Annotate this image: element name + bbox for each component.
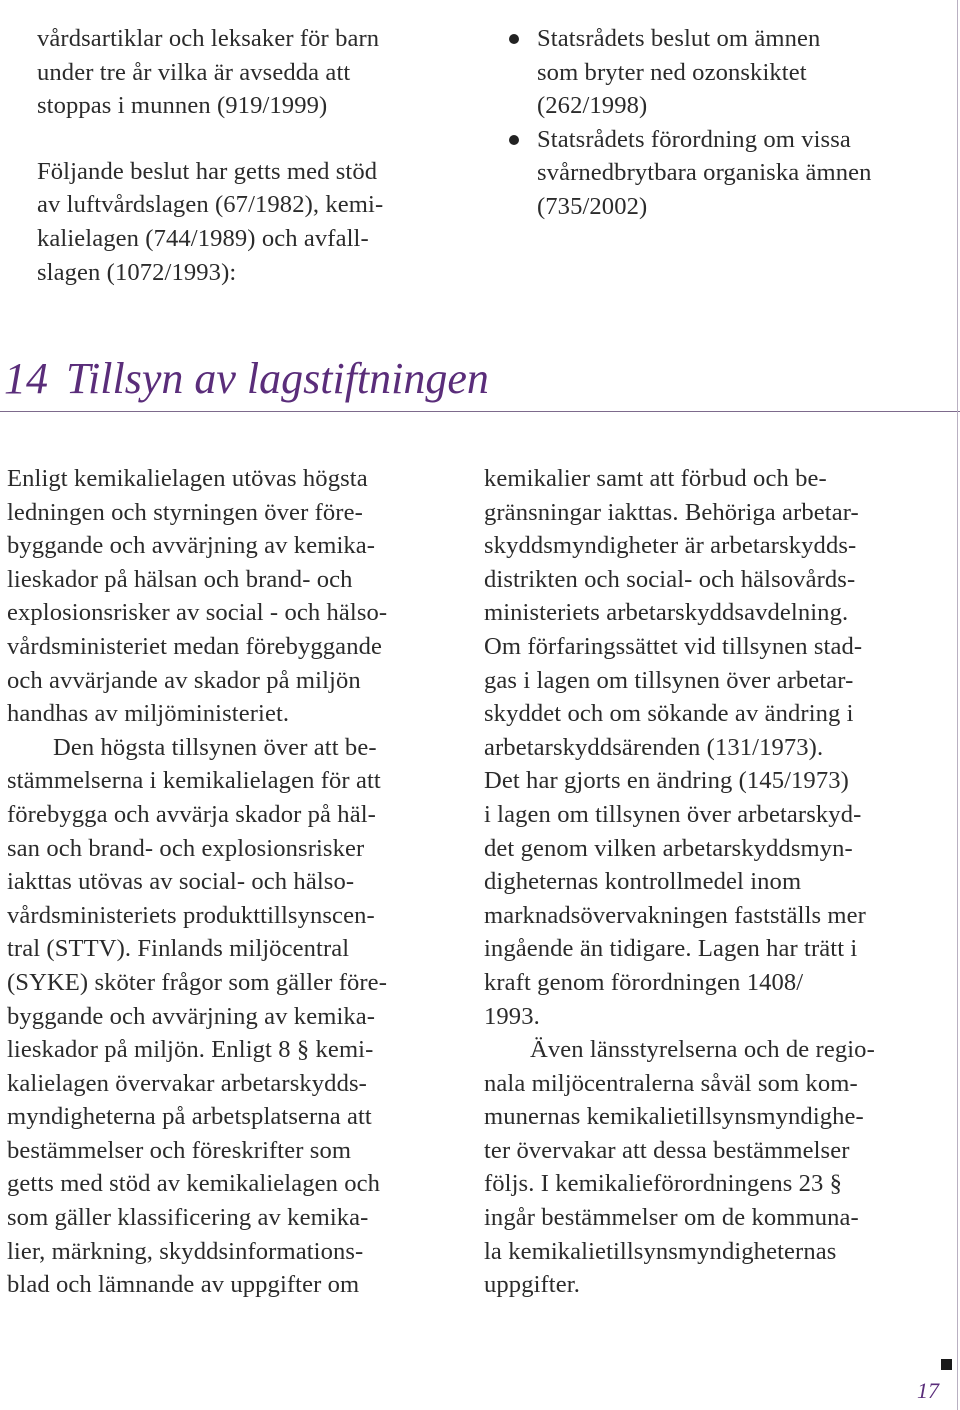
text-line: kalielagen övervakar arbetarskydds- [7, 1069, 367, 1097]
text-line: följs. I kemikalieförordningens 23 § [484, 1170, 843, 1198]
text-line: (SYKE) sköter frågor som gäller före- [7, 968, 387, 996]
text-line: Statsrådets förordning om vissa [537, 125, 851, 153]
text-line: uppgifter. [484, 1271, 580, 1299]
text-line: (735/2002) [537, 192, 648, 220]
text-line: Det har gjorts en ändring (145/1973) [484, 767, 849, 795]
text-line: tral (STTV). Finlands miljöcentral [7, 935, 350, 963]
text-line: 1993. [484, 1002, 540, 1030]
text-line: ingående än tidigare. Lagen har trätt i [484, 935, 858, 963]
text-line: det genom vilken arbetarskyddsmyn- [484, 834, 853, 862]
text-line: Enligt kemikalielagen utövas högsta [7, 465, 368, 492]
text-line: gränsningar iakttas. Behöriga arbetar- [484, 498, 859, 526]
intro-left-column [37, 22, 467, 289]
text-line: lier, märkning, skyddsinformations- [7, 1237, 364, 1265]
body-paragraph-3 [484, 462, 944, 1033]
text-line: som gäller klassificering av kemika- [7, 1204, 369, 1232]
text-line: och avvärjande av skador på miljön [7, 666, 361, 694]
intro-paragraph-2 [37, 155, 467, 289]
text-line: i lagen om tillsynen över arbetarskyd- [484, 800, 862, 828]
text-line: lieskador på hälsan och brand- och [7, 565, 353, 593]
text-line: kraft genom förordningen 1408/ [484, 968, 804, 996]
section-heading [4, 352, 489, 406]
body-paragraph-1 [7, 462, 457, 731]
text-line: blad och lämnande av uppgifter om [7, 1271, 360, 1299]
text-line: byggande och avvärjning av kemika- [7, 532, 376, 560]
text-line: stoppas i munnen (919/1999) [37, 92, 328, 120]
text-line: Följande beslut har getts med stöd [37, 157, 378, 185]
text-line: stämmelserna i kemikalielagen för att [7, 767, 381, 795]
heading-divider [0, 411, 960, 412]
bullet-icon [509, 135, 519, 145]
text-line: svårnedbrytbara organiska ämnen [537, 159, 872, 187]
text-line: distrikten och social- och hälsovårds- [484, 565, 856, 593]
page-edge-divider [957, 0, 958, 1410]
body-left-column [7, 462, 457, 1302]
body-right-column [484, 462, 944, 1302]
text-line: kemikalier samt att förbud och be- [484, 465, 827, 492]
text-line: ledningen och styrningen över före- [7, 498, 363, 526]
section-number: 14 [4, 354, 48, 403]
text-line: bestämmelser och föreskrifter som [7, 1136, 352, 1164]
text-line: Även länsstyrelserna och de regio- [530, 1036, 875, 1064]
text-line: förebygga och avvärja skador på häl- [7, 800, 376, 828]
text-line: som bryter ned ozonskiktet [537, 58, 807, 86]
text-line: iakttas utövas av social- och hälso- [7, 868, 355, 896]
text-line: skyddet och om sökande av ändring i [484, 700, 854, 728]
text-line: marknadsövervakningen fastställs mer [484, 901, 866, 929]
bullet-item [505, 123, 945, 224]
text-line: ingår bestämmelser om de kommuna- [484, 1204, 859, 1232]
text-line: munernas kemikalietillsynsmyndighe- [484, 1103, 864, 1131]
text-line: san och brand- och explosionsrisker [7, 834, 365, 862]
text-line: Om förfaringssättet vid tillsynen stad- [484, 632, 863, 660]
text-line: myndigheterna på arbetsplatserna att [7, 1103, 372, 1131]
page-number: 17 [917, 1378, 939, 1403]
section-title: Tillsyn av lagstiftningen [66, 354, 489, 403]
text-line: nala miljöcentralerna såväl som kom- [484, 1069, 858, 1097]
text-line: kalielagen (744/1989) och avfall- [37, 224, 369, 252]
text-line: skyddsmyndigheter är arbetarskydds- [484, 532, 857, 560]
text-line: la kemikalietillsynsmyndigheternas [484, 1237, 837, 1265]
end-marker-icon [941, 1359, 952, 1370]
text-line: digheternas kontrollmedel inom [484, 868, 802, 896]
text-line: vårdsministeriet medan förebyggande [7, 632, 383, 660]
text-line: gas i lagen om tillsynen över arbetar- [484, 666, 854, 694]
text-line: under tre år vilka är avsedda att [37, 58, 351, 86]
text-line: arbetarskyddsärenden (131/1973). [484, 733, 824, 761]
bullet-item [505, 22, 945, 123]
bullet-icon [509, 34, 519, 44]
text-line: byggande och avvärjning av kemika- [7, 1002, 376, 1030]
text-line: (262/1998) [537, 92, 648, 120]
decision-bullet-list [505, 22, 945, 224]
text-line: vårdsministeriets produkttillsynscen- [7, 901, 375, 929]
text-line: Statsrådets beslut om ämnen [537, 25, 821, 52]
text-line: explosionsrisker av social - och hälso- [7, 599, 388, 627]
body-paragraph-2 [7, 731, 457, 1302]
text-line: lieskador på miljön. Enligt 8 § kemi- [7, 1036, 374, 1064]
text-line: ter övervakar att dessa bestämmelser [484, 1136, 850, 1164]
text-line: av luftvårdslagen (67/1982), kemi- [37, 191, 384, 219]
intro-paragraph-1 [37, 22, 467, 123]
body-paragraph-4 [484, 1033, 944, 1302]
text-line: Den högsta tillsynen över att be- [53, 733, 377, 761]
text-line: getts med stöd av kemikalielagen och [7, 1170, 381, 1198]
text-line: handhas av miljöministeriet. [7, 700, 290, 728]
text-line: vårdsartiklar och leksaker för barn [37, 25, 380, 52]
text-line: ministeriets arbetarskyddsavdelning. [484, 599, 849, 627]
text-line: slagen (1072/1993): [37, 258, 237, 286]
